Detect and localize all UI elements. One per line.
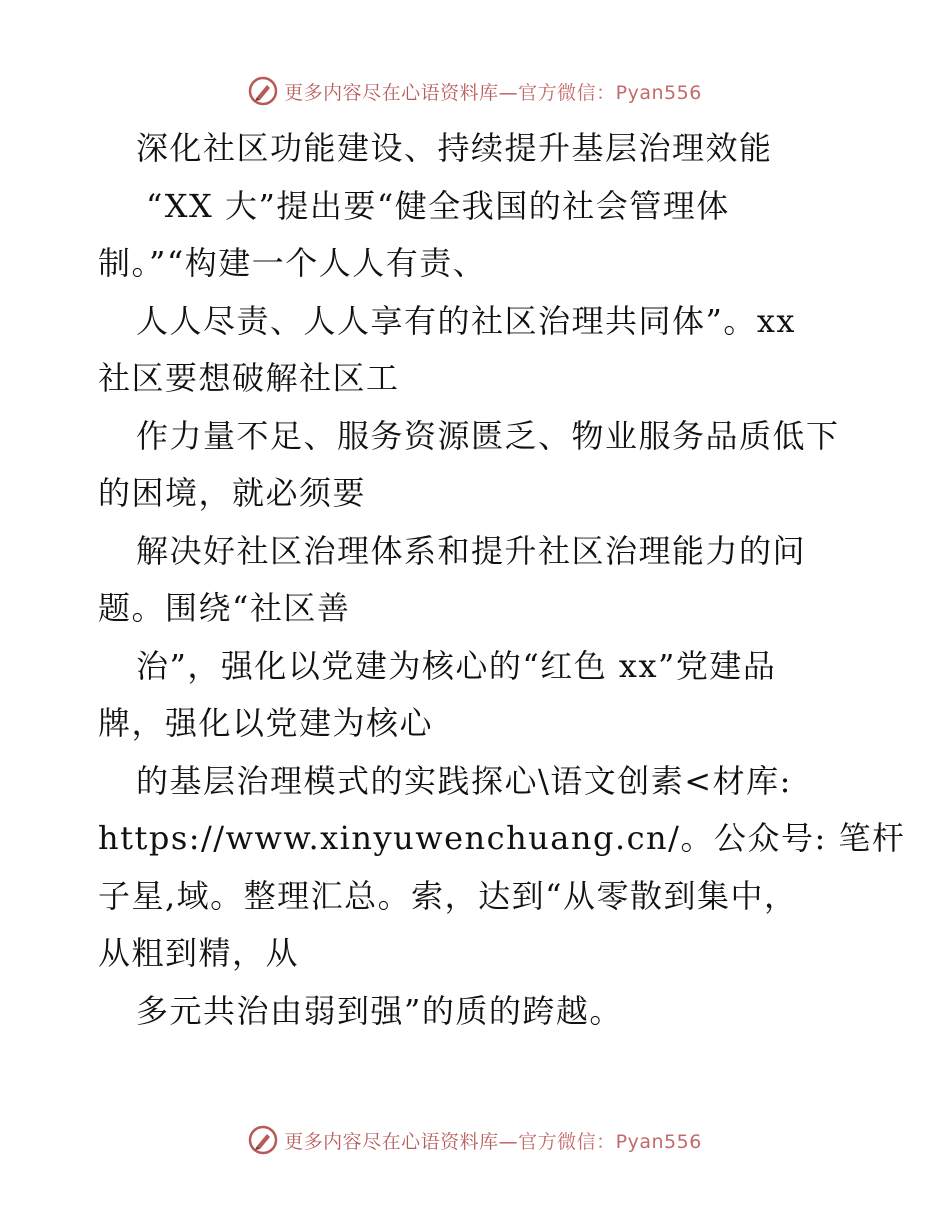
- document-title: 深化社区功能建设、持续提升基层治理效能: [136, 129, 773, 167]
- paragraph-line: 的困境，就必须要: [98, 474, 367, 512]
- paragraph-line: 题。围绕“社区善: [98, 589, 351, 627]
- footer-banner-sep: —: [498, 1130, 519, 1153]
- header-banner-text: [284, 78, 702, 105]
- page-header-banner: [0, 71, 950, 111]
- page-footer-banner: [0, 1120, 950, 1160]
- paragraph-line: 解决好社区治理体系和提升社区治理能力的问: [136, 531, 807, 570]
- paragraph-line: 社区要想破解社区工: [98, 359, 400, 397]
- footer-banner-text: [284, 1127, 702, 1154]
- footer-banner-handle: 官方微信：Pyan556: [518, 1130, 702, 1153]
- header-banner-main: 更多内容尽在心语资料库: [284, 81, 499, 104]
- paragraph-line: 的基层治理模式的实践探心\语文创素<材库:: [136, 761, 792, 800]
- paragraph-line: “XX 大”提出要“健全我国的社会管理体: [146, 186, 730, 225]
- footer-banner-main: 更多内容尽在心语资料库: [284, 1130, 499, 1153]
- paragraph-line: 牌，强化以党建为核心: [98, 704, 434, 742]
- paragraph-line: 制。”“构建一个人人有责、: [98, 244, 487, 282]
- paragraph-line-url: https://www.xinyuwenchuang.cn/。公众号: 笔杆: [98, 819, 906, 857]
- paragraph-line: 从粗到精，从: [98, 934, 300, 972]
- header-banner-handle: 官方微信：Pyan556: [518, 81, 702, 104]
- header-banner-sep: —: [498, 81, 519, 104]
- paragraph-line: 治”，强化以党建为核心的“红色 xx”党建品: [136, 646, 777, 685]
- pen-nib-logo-icon: [248, 76, 278, 106]
- pen-nib-logo-icon: [248, 1125, 278, 1155]
- paragraph-line: 人人尽责、人人享有的社区治理共同体”。xx: [136, 301, 796, 340]
- paragraph-line: 多元共治由弱到强”的质的跨越。: [136, 991, 623, 1030]
- paragraph-line: 子星,域。整理汇总。索，达到“从零散到集中，: [98, 876, 798, 915]
- document-body: [98, 120, 906, 1040]
- paragraph-line: 作力量不足、服务资源匮乏、物业服务品质低下: [136, 416, 840, 455]
